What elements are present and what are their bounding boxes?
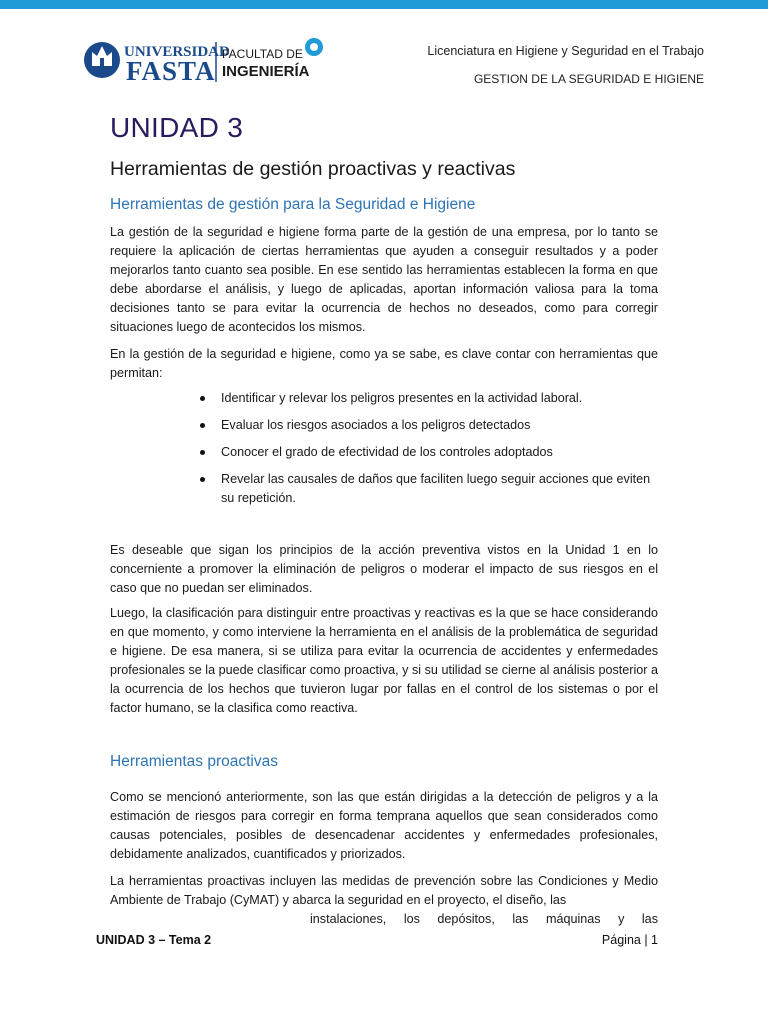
bullet-icon bbox=[200, 477, 205, 482]
bullet-icon bbox=[200, 396, 205, 401]
list-item: Revelar las causales de daños que faciliten luego seguir acciones que eviten su repetición. bbox=[198, 470, 660, 508]
top-color-bar bbox=[0, 0, 768, 9]
paragraph-proactivas: Como se mencionó anteriormente, son las que están dirigidas a la detección de peligros y a la estimación de riesgos para corregir en forma temprana aquellos que sean considerados como causas potenciales, posibles de desencadenar accidentes y enfermedades profesionales, debidamente analizados, cuantificados y priorizados. bbox=[110, 790, 658, 861]
paragraph-medidas bbox=[110, 872, 658, 929]
paragraph-intro: La gestión de la seguridad e higiene forma parte de la gestión de una empresa, por lo tanto se requiere la aplicación de ciertas herramientas que ayuden a conseguir resultados y a poder mejorarlos tanto cuanto sea posible. En ese sentido las herramientas establecen la forma en que debe abordarse el análisis, y luego de aplicadas, aportan información valiosa para la toma decisiones tanto se para evitar la ocurrencia de hechos no deseados, como para corregir situaciones luego de acontecidos los mismos. bbox=[110, 225, 658, 334]
bullet-icon bbox=[200, 450, 205, 455]
list-item: Evaluar los riesgos asociados a los peligros detectados bbox=[198, 416, 660, 435]
page-subtitle: Herramientas de gestión proactivas y reactivas bbox=[110, 158, 516, 180]
paragraph-clasificacion: Luego, la clasificación para distinguir entre proactivas y reactivas es la que se hace considerando en que momento, y como interviene la herramienta en el análisis de la problemática de seguridad e higiene. De esa manera, si se utiliza para evitar la ocurrencia de accidentes y enfermedades profesionales se la puede clasificar como proactiva, y si su utilidad se cierne al análisis posterior a la ocurrencia de los hechos que tuvieron lugar por fallas en el control de los sistemas o por el factor humano, se la clasifica como reactiva. bbox=[110, 606, 658, 715]
paragraph-herramientas: En la gestión de la seguridad e higiene, como ya se sabe, es clave contar con herramientas que permitan: bbox=[110, 347, 658, 380]
footer-page-number: Página | 1 bbox=[601, 933, 658, 947]
bullet-icon bbox=[200, 423, 205, 428]
header-program: Licenciatura en Higiene y Seguridad en el Trabajo bbox=[427, 44, 704, 58]
logo-university-text: UNIVERSIDAD bbox=[124, 44, 230, 60]
footer-unit: UNIDAD 3 – Tema 2 bbox=[96, 933, 212, 947]
list-item: Conocer el grado de efectividad de los controles adoptados bbox=[198, 443, 660, 462]
paragraph-medidas-last-line: instalaciones, los depósitos, las máquinas y las bbox=[310, 912, 658, 926]
section-heading-gestion: Herramientas de gestión para la Seguridad e Higiene bbox=[110, 196, 476, 213]
university-logo bbox=[84, 34, 334, 86]
list-item: Identificar y relevar los peligros presentes en la actividad laboral. bbox=[198, 389, 660, 408]
logo-engineering-text: INGENIERÍA bbox=[222, 63, 310, 80]
header-course: GESTION DE LA SEGURIDAD E HIGIENE bbox=[473, 72, 704, 86]
fasta-logo-icon bbox=[84, 34, 334, 86]
logo-fasta-text: FASTA bbox=[126, 56, 216, 86]
unit-title: UNIDAD 3 bbox=[110, 112, 244, 143]
logo-faculty-text: FACULTAD DE bbox=[222, 47, 303, 61]
paragraph-medidas-text: La herramientas proactivas incluyen las medidas de prevención sobre las Condiciones y Medio Ambiente de Trabajo (CyMAT) y abarca la seguridad en el proyecto, el diseño, las bbox=[110, 874, 658, 907]
bullet-list bbox=[198, 389, 660, 516]
section-heading-proactivas: Herramientas proactivas bbox=[110, 753, 278, 770]
paragraph-principios: Es deseable que sigan los principios de la acción preventiva vistos en la Unidad 1 en lo concerniente a promover la eliminación de peligros o moderar el impacto de sus riesgos en el caso que no puedan ser eliminados. bbox=[110, 543, 658, 595]
